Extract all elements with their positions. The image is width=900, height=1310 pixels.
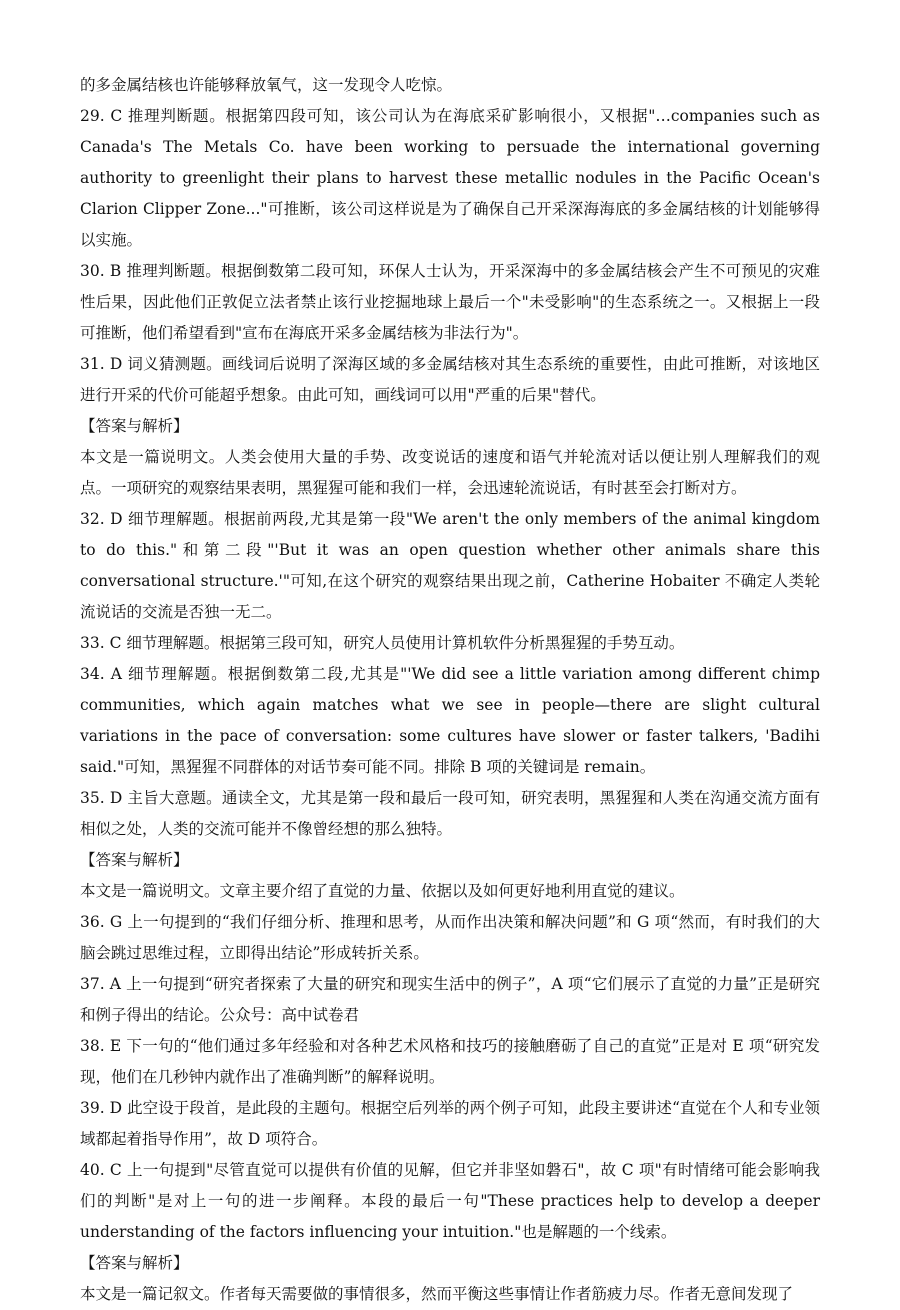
answer-35: 35. D 主旨大意题。通读全文，尤其是第一段和最后一段可知，研究表明，黑猩猩和人类在沟通交流方面有相似之处，人类的交流可能并不像曾经想的那么独特。 — [80, 789, 820, 838]
answer-33: 33. C 细节理解题。根据第三段可知，研究人员使用计算机软件分析黑猩猩的手势互动。 — [80, 634, 685, 652]
answer-32: 32. D 细节理解题。根据前两段,尤其是第一段"We aren't the only members of the animal kingdom to do this."和第二段"'But it was an open question whether other animals share this conversational structure.'"可知,在这个研究的观察结果出现之前，Catherine Hobaiter 不确定人类轮流说话的交流是否独一无二。 — [80, 510, 820, 621]
section-heading: 【答案与解析】 — [80, 417, 189, 435]
answer-31: 31. D 词义猜测题。画线词后说明了深海区域的多金属结核对其生态系统的重要性，由此可推断，对该地区进行开采的代价可能超乎想象。由此可知，画线词可以用"严重的后果"替代。 — [80, 355, 820, 404]
passage-summary: 本文是一篇说明文。人类会使用大量的手势、改变说话的速度和语气并轮流对话以便让别人理解我们的观点。一项研究的观察结果表明，黑猩猩可能和我们一样，会迅速轮流说话，有时甚至会打断对方。 — [80, 448, 820, 497]
answer-36: 36. G 上一句提到的“我们仔细分析、推理和思考，从而作出决策和解决问题”和 G 项“然而，有时我们的大脑会跳过思维过程，立即得出结论”形成转折关系。 — [80, 913, 820, 962]
passage-summary: 本文是一篇记叙文。作者每天需要做的事情很多，然而平衡这些事情让作者筋疲力尽。作者无意间发现了 — [80, 1285, 794, 1303]
answer-37: 37. A 上一句提到“研究者探索了大量的研究和现实生活中的例子”，A 项“它们展示了直觉的力量”正是研究和例子得出的结论。公众号：高中试卷君 — [80, 975, 820, 1024]
passage-summary: 本文是一篇说明文。文章主要介绍了直觉的力量、依据以及如何更好地利用直觉的建议。 — [80, 882, 685, 900]
answer-39: 39. D 此空设于段首，是此段的主题句。根据空后列举的两个例子可知，此段主要讲述“直觉在个人和专业领域都起着指导作用”，故 D 项符合。 — [80, 1099, 820, 1148]
paragraph-continuation: 的多金属结核也许能够释放氧气，这一发现令人吃惊。 — [80, 76, 453, 94]
section-heading: 【答案与解析】 — [80, 851, 189, 869]
answer-38: 38. E 下一句的“他们通过多年经验和对各种艺术风格和技巧的接触磨砺了自己的直觉”正是对 E 项“研究发现，他们在几秒钟内就作出了准确判断”的解释说明。 — [80, 1037, 820, 1086]
answer-30: 30. B 推理判断题。根据倒数第二段可知，环保人士认为，开采深海中的多金属结核会产生不可预见的灾难性后果，因此他们正敦促立法者禁止该行业挖掘地球上最后一个"未受影响"的生态系统之一。又根据上一段可推断，他们希望看到"宣布在海底开采多金属结核为非法行为"。 — [80, 262, 820, 342]
answer-29: 29. C 推理判断题。根据第四段可知，该公司认为在海底采矿影响很小，又根据"…companies such as Canada's The Metals Co. have been working to persuade the international governing authority to greenlight their plans to harvest these metallic nodules in the Pacific Ocean's Clarion Clipper Zone..."可推断，该公司这样说是为了确保自己开采深海海底的多金属结核的计划能够得以实施。 — [80, 107, 820, 249]
answer-34: 34. A 细节理解题。根据倒数第二段,尤其是"'We did see a little variation among different chimp communities, which again matches what we see in people—there are slight cultural variations in the pace of conversation: some cultures have slower or faster talkers, 'Badihi said."可知，黑猩猩不同群体的对话节奏可能不同。排除 B 项的关键词是 remain。 — [80, 665, 820, 776]
answer-40: 40. C 上一句提到"尽管直觉可以提供有价值的见解，但它并非坚如磐石"，故 C 项"有时情绪可能会影响我们的判断"是对上一句的进一步阐释。本段的最后一句"These practices help to develop a deeper understanding of the factors influencing your intuition."也是解题的一个线索。 — [80, 1161, 820, 1241]
section-heading: 【答案与解析】 — [80, 1254, 189, 1272]
